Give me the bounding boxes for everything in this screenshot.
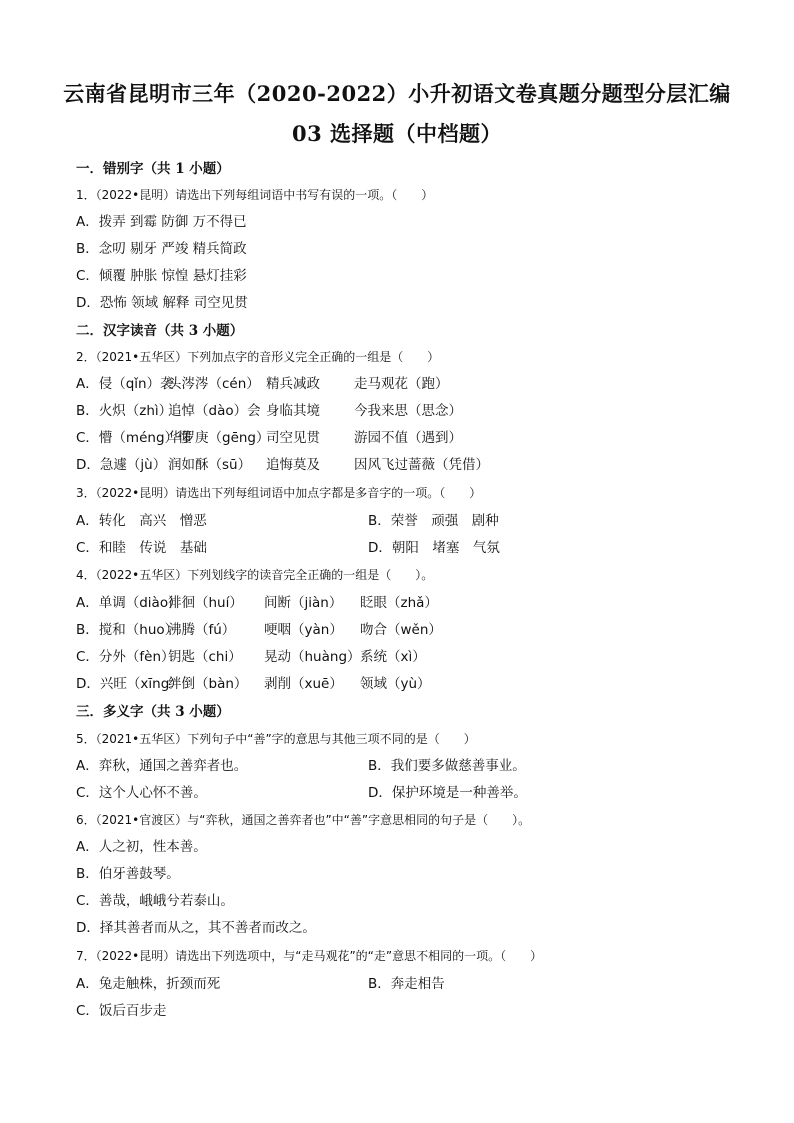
option-a	[76, 594, 438, 612]
option-b: B．荣誉 顽强 剧种	[368, 513, 499, 529]
option-cell: A．单调（diào）	[76, 595, 182, 611]
document-title: 云南省昆明市三年（2020-2022）小升初语文卷真题分题型分层汇编	[63, 81, 731, 106]
option-cell: D．急遽（jù）	[76, 457, 167, 473]
option-cell: 走马观花（跑）	[354, 376, 449, 392]
option-cell: 润如酥（sū）	[168, 457, 252, 473]
option-d: D．择其善者而从之，其不善者而改之。	[76, 920, 316, 936]
option-cell: 剥削（xuē）	[264, 676, 343, 692]
option-b	[76, 402, 462, 420]
option-cell: 哽咽（yàn）	[264, 622, 343, 638]
option-c	[76, 648, 426, 666]
section-heading: 一．错别字（共 1 小题）	[76, 161, 230, 177]
option-cell: C．分外（fèn）	[76, 649, 175, 665]
option-a: A．弈秋，通国之善弈者也。	[76, 758, 248, 774]
option-cell: 身临其境	[266, 403, 320, 419]
option-b	[76, 621, 442, 639]
option-d	[76, 456, 489, 474]
section-heading: 三．多义字（共 3 小题）	[76, 704, 230, 720]
option-a	[76, 375, 449, 393]
question-stem: 6．（2021•官渡区）与“弈秋，通国之善弈者也”中“善”字意思相同的句子是（ ）。	[76, 813, 531, 827]
option-cell: B．搅和（huo）	[76, 622, 179, 638]
question-stem: 4．（2022•五华区）下列划线字的读音完全正确的一组是（ ）。	[76, 568, 434, 582]
option-c: C．善哉，峨峨兮若泰山。	[76, 893, 234, 909]
option-cell: 晃动（huàng）	[264, 649, 361, 665]
option-cell: 徘徊（huí）	[168, 595, 243, 611]
option-a: A．拨弄 到霉 防御 万不得已	[76, 214, 247, 230]
option-cell: 间断（jiàn）	[264, 595, 343, 611]
option-cell: B．火炽（zhì）	[76, 403, 173, 419]
option-d	[76, 675, 431, 693]
option-cell: 系统（xì）	[360, 649, 426, 665]
option-cell: 绊倒（bàn）	[168, 676, 248, 692]
option-c: C．和睦 传说 基础	[76, 540, 207, 556]
option-cell: 眨眼（zhǎ）	[360, 595, 438, 611]
section-heading: 二．汉字读音（共 3 小题）	[76, 323, 244, 339]
question-stem: 7．（2022•昆明）请选出下列选项中，与“走马观花”的“走”意思不相同的一项。（ ）	[76, 949, 543, 963]
option-cell: 追悼（dào）会	[168, 403, 261, 419]
option-c: C．这个人心怀不善。	[76, 785, 207, 801]
option-a: A．兔走触株，折颈而死	[76, 976, 221, 992]
option-c	[76, 429, 462, 447]
option-c: C．饭后百步走	[76, 1003, 167, 1019]
option-cell: 沸腾（fú）	[168, 622, 236, 638]
option-cell: A．侵（qǐn）袭	[76, 376, 174, 392]
option-cell: 吻合（wěn）	[360, 622, 442, 638]
option-cell: 精兵减政	[266, 376, 320, 392]
option-a: A．人之初，性本善。	[76, 839, 207, 855]
option-d: D．恐怖 领域 解释 司空见贯	[76, 295, 248, 311]
option-cell: 头涔涔（cén）	[168, 376, 260, 392]
option-cell: 钥匙（chi）	[168, 649, 242, 665]
option-b: B．伯牙善鼓琴。	[76, 866, 180, 882]
option-cell: 司空见贯	[266, 430, 320, 446]
question-stem: 2．（2021•五华区）下列加点字的音形义完全正确的一组是（ ）	[76, 350, 440, 364]
document-subtitle: 03 选择题（中档题）	[291, 121, 503, 146]
option-b: B．念叨 剔牙 严竣 精兵简政	[76, 241, 247, 257]
option-cell: 今我来思（思念）	[354, 403, 462, 419]
option-cell: 领域（yù）	[360, 676, 431, 692]
option-cell: D．兴旺（xīng）	[76, 676, 183, 692]
option-b: B．我们要多做慈善事业。	[368, 758, 526, 774]
option-d: D．保护环境是一种善举。	[368, 785, 527, 801]
option-b: B．奔走相告	[368, 976, 445, 992]
option-cell: 游园不值（遇到）	[354, 430, 462, 446]
option-cell: 华罗庚（gēng）	[168, 430, 270, 446]
option-cell: 追悔莫及	[266, 457, 320, 473]
option-c: C．倾覆 肿胀 惊惶 悬灯挂彩	[76, 268, 247, 284]
option-cell: 因风飞过蔷薇（凭借）	[354, 457, 489, 473]
question-stem: 5．（2021•五华区）下列句子中“善”字的意思与其他三项不同的是（ ）	[76, 732, 476, 746]
option-a: A．转化 高兴 憎恶	[76, 513, 207, 529]
question-stem: 3．（2022•昆明）请选出下列每组词语中加点字都是多音字的一项。（ ）	[76, 486, 482, 500]
question-stem: 1．（2022•昆明）请选出下列每组词语中书写有误的一项。（ ）	[76, 188, 434, 202]
option-d: D．朝阳 堵塞 气氛	[368, 540, 500, 556]
option-cell: C．懵（méng）懂	[76, 430, 192, 446]
